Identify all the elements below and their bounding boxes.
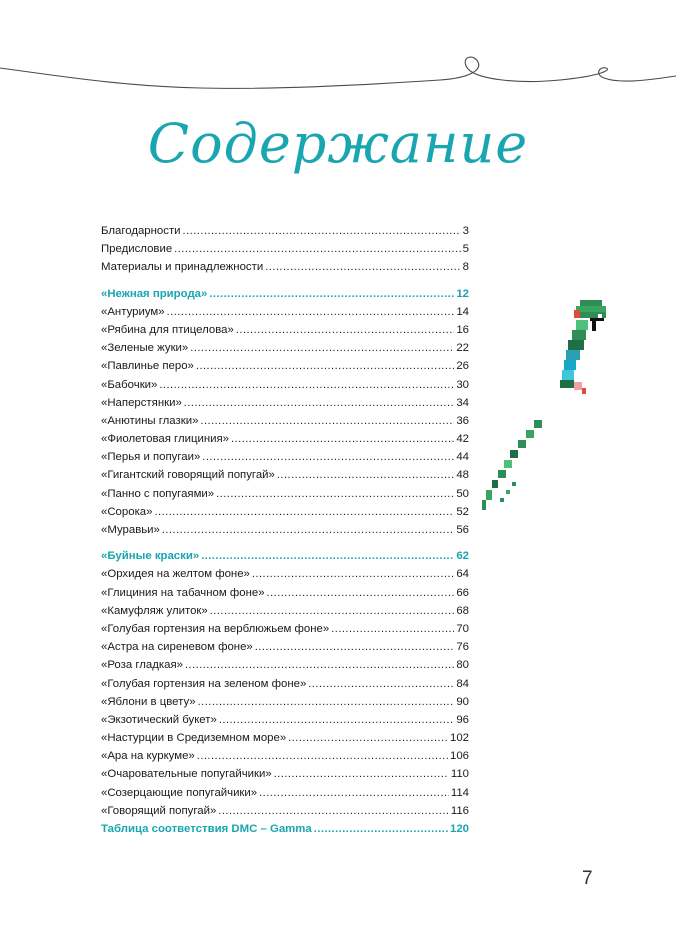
toc-entry[interactable] xyxy=(101,602,469,620)
toc-leader-dots xyxy=(265,258,460,276)
toc-entry[interactable] xyxy=(101,357,469,375)
toc-entry-page: 36 xyxy=(456,414,469,427)
toc-entry[interactable] xyxy=(101,802,469,820)
toc-entry-title: «Анютины глазки» xyxy=(101,414,199,427)
toc-leader-dots xyxy=(331,620,454,638)
toc-leader-dots xyxy=(202,448,454,466)
toc-leader-dots xyxy=(196,357,454,375)
toc-entry-page: 30 xyxy=(456,378,469,391)
toc-entry-page: 114 xyxy=(450,786,469,799)
toc-entry[interactable] xyxy=(101,620,469,638)
toc-leader-dots xyxy=(216,485,454,503)
toc-entry-page: 90 xyxy=(456,695,469,708)
toc-entry-title: Предисловие xyxy=(101,243,173,256)
toc-entry-title: «Голубая гортензия на зеленом фоне» xyxy=(101,677,307,690)
toc-entry-page: 42 xyxy=(456,433,469,446)
toc-entry-page: 3 xyxy=(462,225,469,237)
toc-entry-title: «Рябина для птицелова» xyxy=(101,323,234,336)
toc-entry-title: «Панно с попугаями» xyxy=(101,487,215,500)
toc-entry-title: Материалы и принадлежности xyxy=(101,261,264,274)
toc-leader-dots xyxy=(288,729,448,747)
toc-entry[interactable] xyxy=(101,565,469,583)
toc-entry-title: «Экзотический букет» xyxy=(101,713,217,726)
toc-entry-page: 50 xyxy=(456,487,469,500)
toc-leader-dots xyxy=(159,376,454,394)
toc-appendix-title: Таблица соответствия DMC – Gamma xyxy=(101,823,312,835)
toc-entry-title: Благодарности xyxy=(101,225,181,237)
toc-entry[interactable] xyxy=(101,584,469,602)
toc-entry-preface[interactable] xyxy=(101,240,469,258)
toc-leader-dots xyxy=(210,602,455,620)
toc-entry[interactable] xyxy=(101,656,469,674)
toc-entry-title: «Муравьи» xyxy=(101,524,160,536)
toc-leader-dots xyxy=(162,521,454,539)
table-of-contents xyxy=(101,222,469,838)
toc-leader-dots xyxy=(252,565,454,583)
toc-appendix-page: 120 xyxy=(449,823,469,835)
toc-section-page: 62 xyxy=(456,550,469,563)
toc-leader-dots xyxy=(267,584,455,602)
toc-entry-page: 26 xyxy=(456,360,469,373)
toc-entry-title: «Сорока» xyxy=(101,505,153,518)
toc-entry[interactable] xyxy=(101,303,469,321)
toc-entry-title: «Зеленые жуки» xyxy=(101,342,189,355)
toc-entry-title: «Астра на сиреневом фоне» xyxy=(101,641,253,654)
toc-entry-page: 102 xyxy=(449,732,469,745)
toc-entry[interactable] xyxy=(101,448,469,466)
toc-leader-dots xyxy=(274,765,449,783)
toc-appendix-dmc-gamma[interactable] xyxy=(101,820,469,838)
toc-entry-title: «Роза гладкая» xyxy=(101,659,183,672)
toc-leader-dots xyxy=(200,412,454,430)
toc-entry-title: «Очаровательные попугайчики» xyxy=(101,768,272,781)
toc-entry[interactable] xyxy=(101,765,469,783)
toc-entry-page: 70 xyxy=(456,622,469,635)
toc-entry-title: «Перья и попугаи» xyxy=(101,451,201,464)
toc-entry-title: «Гигантский говорящий попугай» xyxy=(101,469,275,482)
toc-entry[interactable] xyxy=(101,485,469,503)
toc-entry-title: «Глициния на табачном фоне» xyxy=(101,586,265,599)
toc-entry-page: 106 xyxy=(449,750,469,763)
toc-entry-title: «Настурции в Средиземном море» xyxy=(101,732,287,745)
toc-entry[interactable] xyxy=(101,638,469,656)
toc-entry[interactable] xyxy=(101,675,469,693)
toc-entry[interactable] xyxy=(101,711,469,729)
toc-leader-dots xyxy=(209,285,454,303)
toc-leader-dots xyxy=(201,547,454,565)
toc-entry-title: «Орхидея на желтом фоне» xyxy=(101,568,250,581)
toc-section-wild-colors[interactable] xyxy=(101,547,469,565)
section-spacer xyxy=(101,539,469,547)
toc-entry-page: 44 xyxy=(456,451,469,464)
toc-entry[interactable] xyxy=(101,321,469,339)
toc-entry-title: «Камуфляж улиток» xyxy=(101,604,208,617)
toc-entry-page: 34 xyxy=(456,396,469,409)
toc-entry-page: 48 xyxy=(456,469,469,482)
toc-leader-dots xyxy=(184,394,455,412)
toc-entry-page: 52 xyxy=(456,505,469,518)
parrot-cross-stitch-icon xyxy=(482,296,614,518)
toc-entry-page: 116 xyxy=(450,804,469,817)
toc-leader-dots xyxy=(277,466,454,484)
toc-entry[interactable] xyxy=(101,412,469,430)
toc-entry-materials[interactable] xyxy=(101,258,469,276)
toc-entry-title: «Голубая гортензия на верблюжьем фоне» xyxy=(101,622,330,635)
section-spacer xyxy=(101,277,469,285)
toc-section-title: «Буйные краски» xyxy=(101,550,200,563)
toc-entry[interactable] xyxy=(101,747,469,765)
toc-entry-title: «Антуриум» xyxy=(101,305,165,318)
toc-entry-page: 22 xyxy=(456,342,469,355)
toc-entry[interactable] xyxy=(101,394,469,412)
toc-leader-dots xyxy=(255,638,455,656)
toc-entry-title: «Созерцающие попугайчики» xyxy=(101,786,258,799)
toc-entry-title: «Ара на куркуме» xyxy=(101,750,195,763)
toc-entry-title: «Павлинье перо» xyxy=(101,360,194,373)
toc-entry-title: «Яблони в цвету» xyxy=(101,695,196,708)
toc-entry-page: 16 xyxy=(456,323,469,336)
page-number: 7 xyxy=(582,868,593,889)
toc-entry-page: 80 xyxy=(456,659,469,672)
toc-entry-page: 84 xyxy=(456,677,469,690)
toc-entry-page: 110 xyxy=(450,768,469,781)
toc-leader-dots xyxy=(183,222,461,240)
toc-entry[interactable] xyxy=(101,784,469,802)
toc-entry-page: 64 xyxy=(456,568,469,581)
toc-entry-title: «Наперстянки» xyxy=(101,396,182,409)
toc-leader-dots xyxy=(219,711,455,729)
toc-entry[interactable] xyxy=(101,503,469,521)
toc-leader-dots xyxy=(190,339,454,357)
toc-leader-dots xyxy=(236,321,455,339)
toc-leader-dots xyxy=(197,747,448,765)
decorative-flourish xyxy=(0,40,676,110)
toc-leader-dots xyxy=(174,240,460,258)
toc-entry[interactable] xyxy=(101,521,469,539)
toc-section-gentle-nature[interactable] xyxy=(101,285,469,303)
toc-leader-dots xyxy=(185,656,454,674)
toc-entry[interactable] xyxy=(101,466,469,484)
toc-entry[interactable] xyxy=(101,729,469,747)
toc-entry-title: «Бабочки» xyxy=(101,378,158,391)
toc-entry[interactable] xyxy=(101,376,469,394)
toc-leader-dots xyxy=(218,802,449,820)
toc-entry-page: 66 xyxy=(456,586,469,599)
toc-leader-dots xyxy=(231,430,454,448)
toc-entry[interactable] xyxy=(101,430,469,448)
toc-section-title: «Нежная природа» xyxy=(101,287,208,300)
toc-leader-dots xyxy=(314,820,448,838)
toc-entry-page: 8 xyxy=(462,261,469,274)
toc-entry-acknowledgements[interactable] xyxy=(101,222,469,240)
toc-entry-page: 14 xyxy=(456,305,469,318)
toc-entry[interactable] xyxy=(101,693,469,711)
toc-leader-dots xyxy=(154,503,454,521)
toc-entry-page: 96 xyxy=(456,713,469,726)
toc-entry-page: 56 xyxy=(456,524,469,536)
toc-entry-title: «Фиолетовая глициния» xyxy=(101,433,230,446)
toc-entry-page: 5 xyxy=(462,243,469,256)
toc-leader-dots xyxy=(167,303,455,321)
toc-section-page: 12 xyxy=(456,287,469,300)
toc-entry-page: 68 xyxy=(456,604,469,617)
toc-leader-dots xyxy=(198,693,455,711)
toc-entry[interactable] xyxy=(101,339,469,357)
toc-entry-page: 76 xyxy=(456,641,469,654)
toc-leader-dots xyxy=(308,675,454,693)
page-title: Содержание xyxy=(147,112,529,175)
toc-entry-title: «Говорящий попугай» xyxy=(101,804,217,817)
toc-leader-dots xyxy=(259,784,449,802)
